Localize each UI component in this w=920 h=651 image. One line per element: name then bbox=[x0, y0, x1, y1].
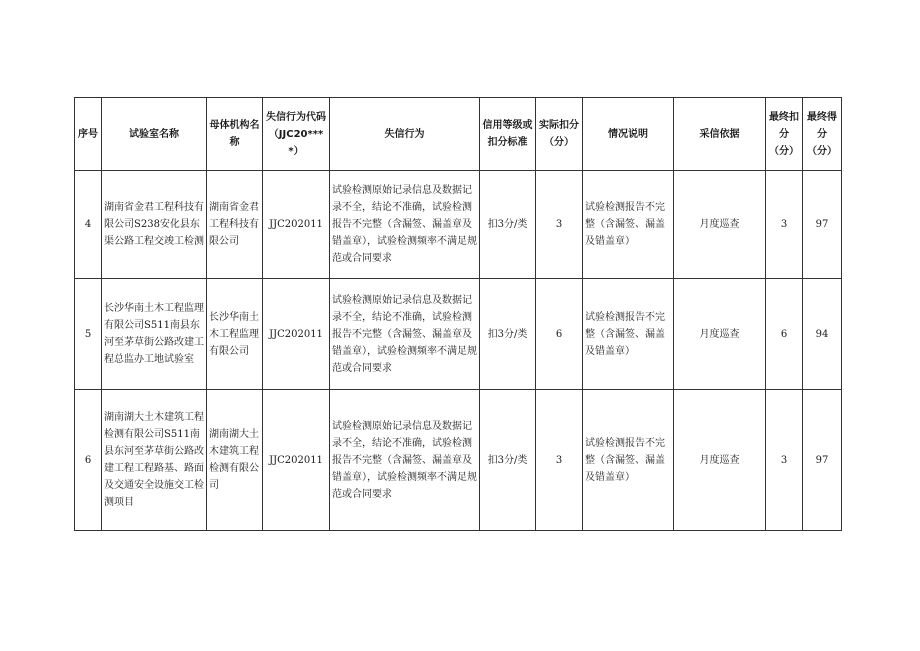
cell-final-deduction: 3 bbox=[766, 390, 803, 531]
header-parent-org: 母体机构名称 bbox=[207, 98, 263, 171]
header-violation-code: 失信行为代码（JJC20****） bbox=[263, 98, 330, 171]
cell-violation: 试验检测原始记录信息及数据记录不全，结论不准确，试验检测报告不完整（含漏签、漏盖章及错盖章），试验检测频率不满足规范或合同要求 bbox=[330, 279, 480, 390]
cell-violation-code: JJC202011 bbox=[263, 279, 330, 390]
table-row bbox=[75, 171, 842, 279]
cell-final-score: 94 bbox=[803, 279, 842, 390]
cell-basis: 月度巡查 bbox=[674, 390, 766, 531]
cell-lab-name: 湖南湖大土木建筑工程检测有限公司S511南县东河至茅草街公路改建工程工程路基、路面及交通安全设施交工检测项目 bbox=[102, 390, 207, 531]
cell-parent-org: 长沙华南土木工程监理有限公司 bbox=[207, 279, 263, 390]
header-final-deduction: 最终扣分（分） bbox=[766, 98, 803, 171]
table-row bbox=[75, 390, 842, 531]
cell-actual-deduction: 6 bbox=[536, 279, 583, 390]
cell-description: 试验检测报告不完整（含漏签、漏盖及错盖章） bbox=[583, 390, 674, 531]
cell-final-score: 97 bbox=[803, 171, 842, 279]
cell-actual-deduction: 3 bbox=[536, 390, 583, 531]
cell-violation-code: JJC202011 bbox=[263, 171, 330, 279]
cell-final-deduction: 6 bbox=[766, 279, 803, 390]
cell-violation: 试验检测原始记录信息及数据记录不全，结论不准确，试验检测报告不完整（含漏签、漏盖章及错盖章），试验检测频率不满足规范或合同要求 bbox=[330, 390, 480, 531]
cell-serial: 5 bbox=[75, 279, 102, 390]
cell-serial: 6 bbox=[75, 390, 102, 531]
cell-final-score: 97 bbox=[803, 390, 842, 531]
cell-lab-name: 湖南省金君工程科技有限公司S238安化县东渠公路工程交竣工检测 bbox=[102, 171, 207, 279]
cell-serial: 4 bbox=[75, 171, 102, 279]
header-serial: 序号 bbox=[75, 98, 102, 171]
header-lab-name: 试验室名称 bbox=[102, 98, 207, 171]
cell-actual-deduction: 3 bbox=[536, 171, 583, 279]
cell-parent-org: 湖南省金君工程科技有限公司 bbox=[207, 171, 263, 279]
cell-description: 试验检测报告不完整（含漏签、漏盖及错盖章） bbox=[583, 171, 674, 279]
header-row bbox=[75, 98, 842, 171]
cell-basis: 月度巡查 bbox=[674, 171, 766, 279]
cell-lab-name: 长沙华南土木工程监理有限公司S511南县东河至茅草街公路改建工程总监办工地试验室 bbox=[102, 279, 207, 390]
cell-parent-org: 湖南湖大土木建筑工程检测有限公司 bbox=[207, 390, 263, 531]
cell-violation: 试验检测原始记录信息及数据记录不全，结论不准确，试验检测报告不完整（含漏签、漏盖章及错盖章），试验检测频率不满足规范或合同要求 bbox=[330, 171, 480, 279]
header-description: 情况说明 bbox=[583, 98, 674, 171]
cell-standard: 扣3分/类 bbox=[480, 171, 536, 279]
cell-standard: 扣3分/类 bbox=[480, 279, 536, 390]
cell-final-deduction: 3 bbox=[766, 171, 803, 279]
cell-standard: 扣3分/类 bbox=[480, 390, 536, 531]
cell-basis: 月度巡查 bbox=[674, 279, 766, 390]
cell-violation-code: JJC202011 bbox=[263, 390, 330, 531]
header-actual-deduction: 实际扣分（分） bbox=[536, 98, 583, 171]
table-row bbox=[75, 279, 842, 390]
credit-deduction-table bbox=[74, 97, 842, 531]
cell-description: 试验检测报告不完整（含漏签、漏盖及错盖章） bbox=[583, 279, 674, 390]
header-standard: 信用等级或扣分标准 bbox=[480, 98, 536, 171]
header-final-score: 最终得分（分） bbox=[803, 98, 842, 171]
header-violation: 失信行为 bbox=[330, 98, 480, 171]
header-basis: 采信依据 bbox=[674, 98, 766, 171]
